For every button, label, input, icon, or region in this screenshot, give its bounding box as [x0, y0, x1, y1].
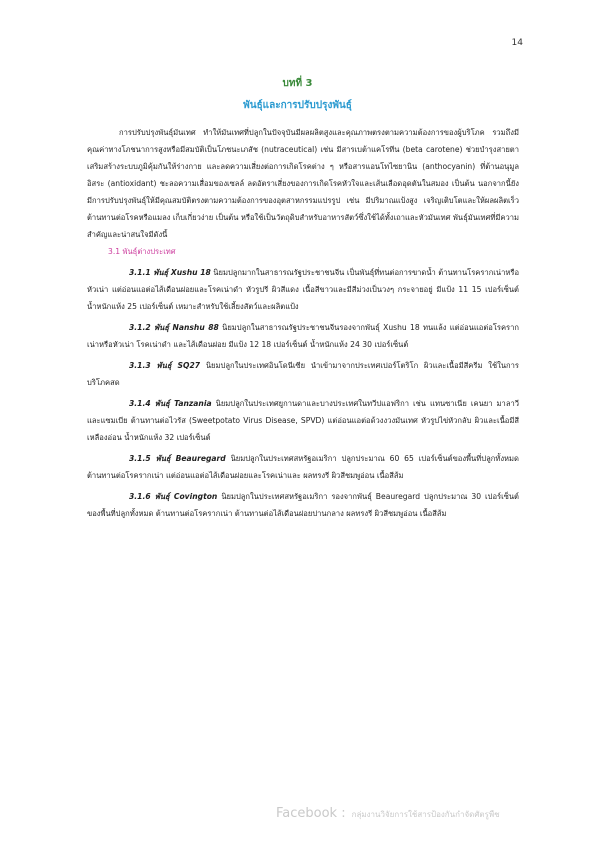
variety-entry	[87, 488, 519, 522]
section-heading: 3.1 พันธุ์ต่างประเทศ	[108, 247, 176, 256]
variety-title: 3.1.5 พันธุ์ Beauregard	[129, 454, 226, 463]
document-body	[87, 124, 519, 522]
chapter-title: บทที่ 3	[282, 78, 313, 89]
variety-title: 3.1.3 พันธุ์ SQ27	[129, 361, 201, 370]
variety-entry	[87, 450, 519, 484]
variety-entry	[87, 357, 519, 391]
variety-description: นิยมปลูกในสาธารณรัฐประชาชนจีนรองจากพันธุ์ Xushu 18 ทนแล้ง แต่อ่อนแอต่อโรครากเน่าหรือหัวเน่า โรคเน่าดำ และไส้เดือนฝอย มีแป้ง 12 18 เปอร์เซ็นต์ น้ำหนักแห้ง 24 30 เปอร์เซ็นต์	[87, 323, 519, 349]
page-number: 14	[511, 38, 523, 48]
variety-title: 3.1.1 พันธุ์ Xushu 18	[129, 268, 211, 277]
variety-entry	[87, 264, 519, 315]
intro-paragraph: การปรับปรุงพันธุ์มันเทศ ทำให้มันเทศที่ปลูกในปัจจุบันมีผลผลิตสูงและคุณภาพตรงตามความต้องการของผู้บริโภค รวมถึงมีคุณค่าทางโภชนาการสูงหรือมีสมบัติเป็นโภชนะเภสัช (nutraceutical) เช่น มีสารเบต้าแคโรทีน (beta carotene) ช่วยบำรุงสายตา เสริมสร้างระบบภูมิคุ้มกันให้ร่างกาย และลดความเสี่ยงต่อการเกิดโรคต่าง ๆ หรือสารแอนโทไซยานิน (anthocyanin) ที่ต้านอนุมูลอิสระ (antioxidant) ชะลอความเสื่อมของเซลล์ ลดอัตราเสี่ยงของการเกิดโรคหัวใจและเส้นเลือดอุดตันในสมอง เป็นต้น นอกจากนี้ยังมีการปรับปรุงพันธุ์ให้มีคุณสมบัติตรงตามความต้องการของอุตสาหกรรมแปรรูป เช่น มีปริมาณแป้งสูง เจริญเติบโตและให้ผลผลิตเร็ว ต้านทานต่อโรคหรือแมลง เก็บเกี่ยวง่าย เป็นต้น หรือใช้เป็นวัตถุดิบสำหรับอาหารสัตว์ซึ่งใช้ได้ทั้งเถาและหัวมันเทศ พันธุ์มันเทศที่มีความสำคัญและน่าสนใจมีดังนี้	[87, 128, 519, 239]
variety-description: นิยมปลูกในประเทศสหรัฐอเมริกา รองจากพันธุ์ Beauregard ปลูกประมาณ 30 เปอร์เซ็นต์ของพื้นที่ปลูกทั้งหมด ต้านทานต่อโรครากเน่า ต้านทานต่อไส้เดือนฝอยปานกลาง ผลทรงรี ผิวสีชมพูอ่อน เนื้อสีส้ม	[87, 492, 519, 518]
variety-description: นิยมปลูกในประเทศสหรัฐอเมริกา ปลูกประมาณ 60 65 เปอร์เซ็นต์ของพื้นที่ปลูกทั้งหมด ต้านทานต่อโรครากเน่า แต่อ่อนแอต่อไส้เดือนฝอยและโรคเน่าและ ผลทรงรี ผิวสีชมพูอ่อน เนื้อสีส้ม	[87, 454, 519, 480]
variety-entry	[87, 395, 519, 446]
variety-title: 3.1.4 พันธุ์ Tanzania	[129, 399, 212, 408]
variety-description: นิยมปลูกในประเทศยูกานดาและบางประเทศในทวีปแอฟริกา เช่น แทนซาเนีย เคนยา มาลาวี และแซมเบีย ต้านทานต่อไวรัส (Sweetpotato Virus Disease, SPVD) แต่อ่อนแอต่อด้วงงวงมันเทศ หัวรูปไข่หัวกลับ ผิวและเนื้อมีสีเหลืองอ่อน น้ำหนักแห้ง 32 เปอร์เซ็นต์	[87, 399, 520, 442]
facebook-label: Facebook :	[276, 806, 346, 821]
variety-description: นิยมปลูกในประเทศอินโดนีเซีย นำเข้ามาจากประเทศเปอร์โตริโก ผิวและเนื้อมีสีครีม ใช้ในการบริโภคสด	[87, 361, 519, 387]
variety-title: 3.1.6 พันธุ์ Covington	[129, 492, 218, 501]
variety-description: นิยมปลูกมากในสาธารณรัฐประชาชนจีน เป็นพันธุ์ที่ทนต่อการขาดน้ำ ต้านทานโรครากเน่าหรือหัวเน่า แต่อ่อนแอต่อไส้เดือนฝอยและโรคเน่าดำ หัวรูปรี ผิวสีแดง เนื้อสีขาวและมีสีม่วงเป็นวงๆ กระจายอยู่ มีแป้ง 11 15 เปอร์เซ็นต์ น้ำหนักแห้ง 25 เปอร์เซ็นต์ เหมาะสำหรับใช้เลี้ยงสัตว์และผลิตแป้ง	[87, 268, 520, 311]
variety-title: 3.1.2 พันธุ์ Nanshu 88	[129, 323, 219, 332]
variety-entry	[87, 319, 519, 353]
group-name: กลุ่มงานวิจัยการใช้สารป้องกันกำจัดศัตรูพืช	[351, 810, 500, 819]
footer-watermark	[276, 802, 500, 821]
chapter-subtitle: พันธุ์และการปรับปรุงพันธุ์	[243, 100, 352, 111]
